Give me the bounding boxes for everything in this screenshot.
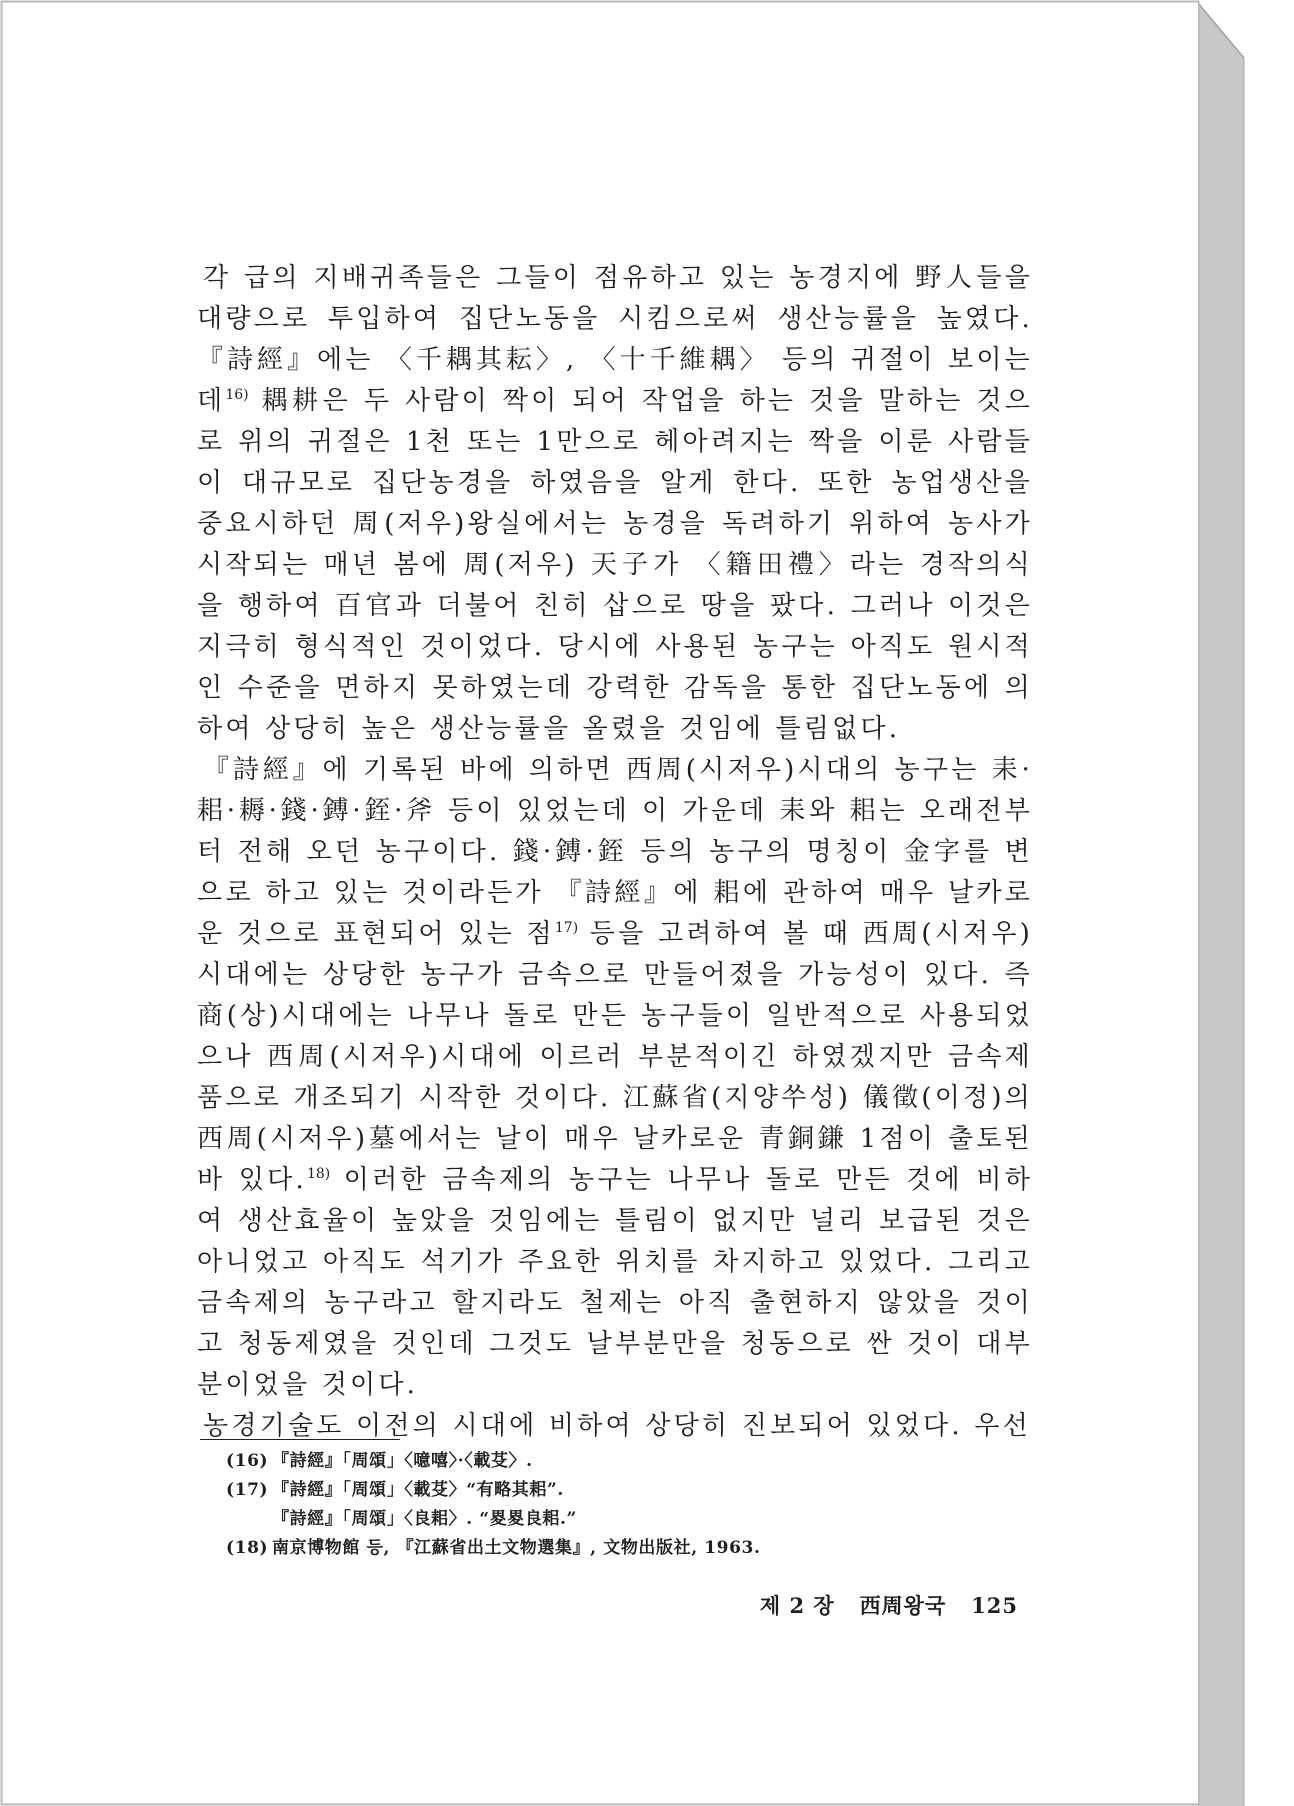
footnote bbox=[226, 1534, 986, 1563]
paragraph-text: 등을 고려하여 볼 때 西周(시저우)시대에는 상당한 농구가 금속으로 만들어졌을 가능성이 있다. 즉 商(상)시대에는 나무나 돌로 만든 농구들이 일반적으로 사용되었으나 西周(시저우)시대에 이르러 부분적이긴 하였겠지만 금속제품으로 개조되기 시작한 것이다. 江蘇省(지양쑤성) 儀徵(이정)의 西周(시저우)墓에서는 날이 매우 날카로운 青銅鎌 1점이 출토된 바 있다. bbox=[197, 919, 1033, 1195]
footnote-ref: 16) bbox=[225, 387, 249, 403]
paragraph-text: 이러한 금속제의 농구는 나무나 돌로 만든 것에 비하여 생산효율이 높았을 것임에는 틀림이 없지만 널리 보급된 것은 아니었고 아직도 석기가 주요한 위치를 차지하고 있었다. 그리고 금속제의 농구라고 할지라도 철제는 아직 출현하지 않았을 것이고 청동제였을 것인데 그것도 날부분만을 청동으로 싼 것이 대부분이었을 것이다. bbox=[197, 1165, 1034, 1400]
footnote-text: 『詩經』「周頌」〈噫嘻〉·〈載芟〉. bbox=[272, 1451, 533, 1471]
footnotes bbox=[226, 1447, 986, 1563]
footnote-ref: 17) bbox=[554, 920, 579, 936]
body-text bbox=[197, 258, 1033, 1447]
footnote-rule bbox=[200, 1439, 400, 1440]
footnote-number: (16) bbox=[226, 1451, 269, 1471]
paragraph-text: 농경기술도 이전의 시대에 비하여 상당히 진보되어 있었다. 우선 bbox=[203, 1411, 1031, 1441]
paragraph bbox=[197, 750, 1033, 1406]
footnote-text: 『詩經』「周頌」〈良耜〉. “畟畟良耜.” bbox=[272, 1509, 577, 1529]
page-number: 125 bbox=[971, 1593, 1018, 1618]
book-spine-edge bbox=[1198, 3, 1244, 1806]
footnote-text: 南京博物館 등, 『江蘇省出土文物選集』, 文物出版社, 1963. bbox=[272, 1538, 761, 1558]
paragraph-text: 『詩經』에 기록된 바에 의하면 西周(시저우)시대의 농구는 耒·耜·耨·錢·鎛·銍·斧 등이 있었는데 이 가운데 耒와 耜는 오래전부터 전해 오던 농구이다. 錢·鎛·銍 등의 농구의 명칭이 金字를 변으로 하고 있는 것이라든가 『詩經』에 耜에 관하여 매우 날카로운 것으로 표현되어 있는 점 bbox=[197, 755, 1033, 949]
chapter-label: 제 2 장 bbox=[759, 1593, 835, 1618]
footnote-text: 『詩經』「周頌」〈載芟〉“有略其耜”. bbox=[272, 1480, 564, 1500]
chapter-title: 西周왕국 bbox=[859, 1593, 947, 1618]
footnote bbox=[226, 1447, 986, 1476]
paragraph bbox=[197, 258, 1033, 750]
paragraph-text: 耦耕은 두 사람이 짝이 되어 작업을 하는 것을 말하는 것으로 위의 귀절은 1천 또는 1만으로 헤아려지는 짝을 이룬 사람들이 대규모로 집단농경을 하였음을 알게 한다. 또한 농업생산을 중요시하던 周(저우)왕실에서는 농경을 독려하기 위하여 농사가 시작되는 매년 봄에 周(저우) 天子가 〈籍田禮〉라는 경작의식을 행하여 百官과 더불어 친히 삽으로 땅을 팠다. 그러나 이것은 지극히 형식적인 것이었다. 당시에 사용된 농구는 아직도 원시적인 수준을 면하지 못하였는데 강력한 감독을 통한 집단노동에 의하여 상당히 높은 생산능률을 올렸을 것임에 틀림없다. bbox=[197, 386, 1033, 744]
footnote-number: (18) bbox=[226, 1538, 269, 1558]
footnote-number: (17) bbox=[226, 1480, 269, 1500]
paragraph bbox=[197, 1406, 1033, 1447]
paragraph-text: 각 급의 지배귀족들은 그들이 점유하고 있는 농경지에 野人들을 대량으로 투입하여 집단노동을 시킴으로써 생산능률을 높였다. 『詩經』에는 〈千耦其耘〉, 〈十千維耦〉 등의 귀절이 보이는데 bbox=[197, 263, 1033, 416]
footnote-continuation bbox=[226, 1505, 986, 1534]
footnote bbox=[226, 1476, 986, 1505]
running-footer bbox=[718, 1590, 1018, 1620]
footnote-ref: 18) bbox=[306, 1166, 331, 1182]
